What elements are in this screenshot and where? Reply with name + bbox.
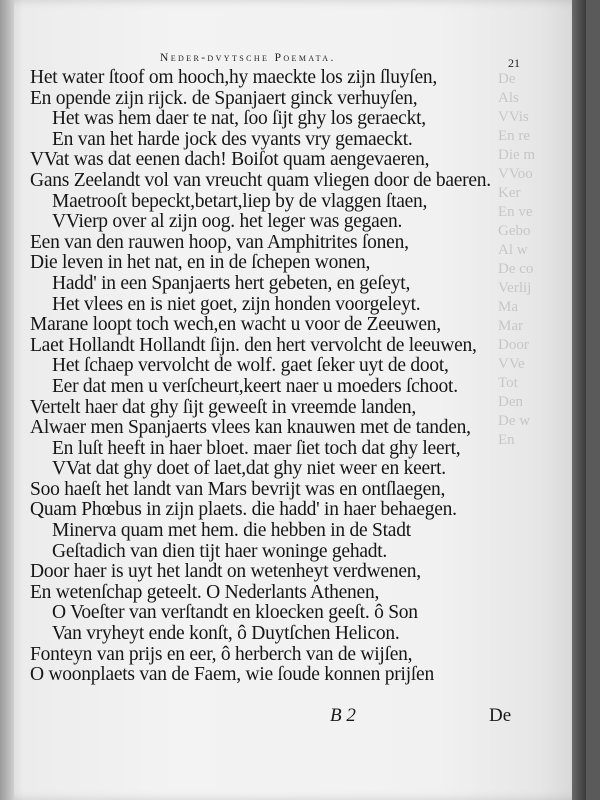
poem-line: Het was hem daer te nat, ſoo ſijt ghy los geraeckt, — [52, 109, 426, 130]
poem-line: Soo haeſt het landt van Mars bevrijt was en ontſlaegen, — [30, 479, 446, 500]
catchword: De — [489, 705, 512, 726]
poem-line: Gans Zeelandt vol van vreucht quam vliegen door de baeren. — [30, 170, 491, 191]
poem-line: Laet Hollandt Hollandt ſijn. den hert vervolcht de leeuwen, — [30, 335, 477, 356]
poem-line: Geſtadich van dien tijt haer woninge gehadt. — [52, 541, 388, 562]
poem-line: Het ſchaep vervolcht de wolf. gaet ſeker uyt de doot, — [52, 356, 449, 377]
poem-line: Het vlees en is niet goet, zijn honden voorgeleyt. — [52, 294, 421, 315]
poem-line: Een van den rauwen hoop, van Amphitrites ſonen, — [30, 232, 409, 253]
poem-line: Maetrooſt bepeckt,betart,liep by de vlaggen ſtaen, — [52, 191, 428, 212]
poem-line: En van het harde jock des vyants vry gemaeckt. — [52, 129, 413, 150]
poem-line: Eer dat men u verſcheurt,keert naer u moeders ſchoot. — [52, 376, 458, 397]
poem-text — [30, 68, 510, 686]
page-gutter-shadow — [0, 0, 14, 800]
poem-line: Marane loopt toch wech,en wacht u voor de Zeeuwen, — [30, 315, 441, 336]
poem-line: Hadd' in een Spanjaerts hert gebeten, en geſeyt, — [52, 273, 411, 294]
show-through-text: De Als VVis En re Die m VVoo Ker En ve Gebo Al w De co Verlij Ma Mar Door VVe Tot Den De w En — [498, 71, 536, 448]
poem-line: VVat was dat eenen dach! Boiſot quam aengevaeren, — [30, 150, 430, 171]
poem-line: Alwaer men Spanjaerts vlees kan knauwen met de tanden, — [30, 418, 471, 439]
running-head: Neder-dvytsche Poemata. — [160, 52, 336, 64]
poem-line: VVat dat ghy doet of laet,dat ghy niet weer en keert. — [52, 459, 446, 480]
page-number: 21 — [508, 56, 520, 70]
poem-line: VVierp over al zijn oog. het leger was gegaen. — [52, 212, 403, 233]
poem-line: O Voeſter van verſtandt en kloecken geeſt. ô Son — [52, 603, 418, 624]
poem-line: Het water ſtoof om hooch,hy maeckte los zijn ſluyſen, — [30, 68, 437, 88]
poem-line: Van vryheyt ende konſt, ô Duytſchen Helicon. — [52, 624, 400, 645]
poem-line: Fonteyn van prijs en eer, ô herberch van de wijſen, — [30, 644, 413, 665]
poem-line: O woonplaets van de Faem, wie ſoude konnen prijſen — [30, 665, 434, 686]
poem-line: Door haer is uyt het landt on wetenheyt verdwenen, — [30, 562, 421, 583]
poem-line: Minerva quam met hem. die hebben in de Stadt — [52, 521, 411, 542]
poem-line: En wetenſchap geteelt. O Nederlants Athenen, — [30, 582, 380, 603]
signature-mark: B 2 — [330, 705, 356, 726]
poem-line: Vertelt haer dat ghy ſijt geweeſt in vreemde landen, — [30, 397, 417, 418]
poem-line: Quam Phœbus in zijn plaets. die hadd' in haer behaegen. — [30, 500, 457, 521]
poem-line: En luſt heeft in haer bloet. maer ſiet toch dat ghy leert, — [52, 438, 461, 459]
poem-line: Die leven in het nat, en in de ſchepen wonen, — [30, 253, 371, 274]
poem-line: En opende zijn rijck. de Spanjaert ginck verhuyſen, — [30, 88, 418, 109]
